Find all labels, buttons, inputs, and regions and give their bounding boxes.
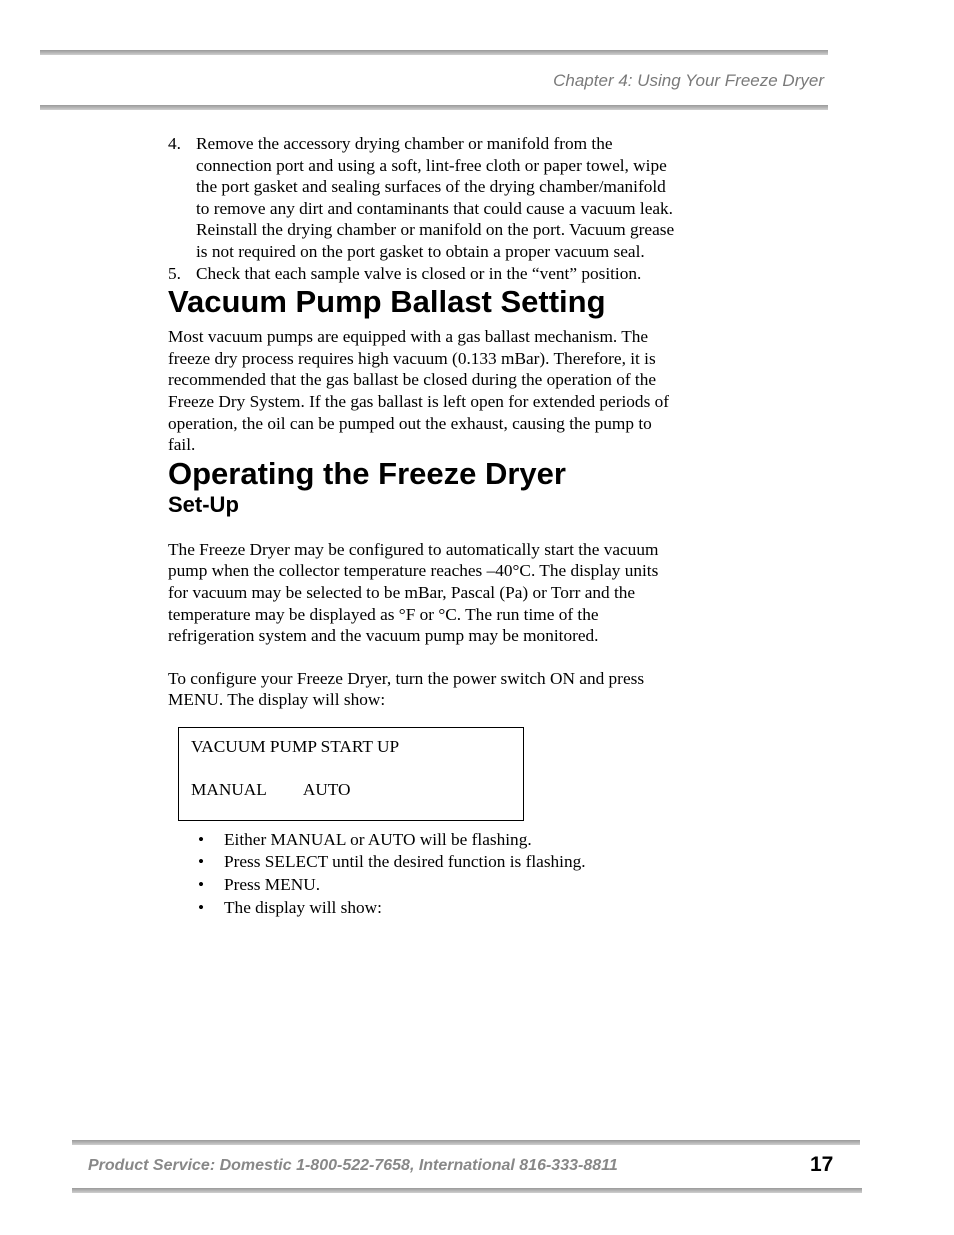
section-title-operating: Operating the Freeze Dryer — [168, 455, 566, 491]
display-option-auto: AUTO — [302, 780, 351, 800]
list-item — [168, 851, 678, 873]
list-item — [168, 897, 678, 919]
chapter-header: Chapter 4: Using Your Freeze Dryer — [553, 71, 824, 90]
setup-paragraph: The Freeze Dryer may be configured to automatically start the vacuum pump when the collector temperature reaches –40°C. The display units for vacuum may be selected to be mBar, Pascal (Pa) or Torr and the temperature may be displayed as °F or °C. The run time of the refrigeration system and the vacuum pump may be monitored. — [168, 539, 659, 646]
subsection-title-setup: Set-Up — [168, 491, 239, 517]
list-item — [168, 263, 678, 285]
bullet-text: Either MANUAL or AUTO will be flashing. — [224, 829, 532, 849]
footer-rule-bottom — [72, 1188, 862, 1193]
configure-paragraph: To configure your Freeze Dryer, turn the power switch ON and press MENU. The display will show: — [168, 668, 645, 710]
list-item — [168, 133, 678, 263]
ballast-paragraph: Most vacuum pumps are equipped with a gas ballast mechanism. The freeze dry process requires high vacuum (0.133 mBar). Therefore, it is recommended that the gas ballast be closed during the operation of the Freeze Dry System. If the gas ballast is left open for extended periods of operation, the oil can be pumped out the exhaust, causing the pump to fail. — [168, 327, 670, 455]
footer-rule-top — [72, 1140, 860, 1145]
bullet-text: Press SELECT until the desired function is flashing. — [224, 852, 586, 872]
display-line-1: VACUUM PUMP START UP — [191, 736, 400, 756]
list-item — [168, 829, 678, 851]
bullet-icon: • — [198, 852, 205, 872]
bullet-icon: • — [198, 875, 205, 895]
display-line-2 — [191, 779, 511, 801]
footer-contact: Product Service: Domestic 1-800-522-7658, International 816-333-8811 — [88, 1157, 618, 1174]
step-number: 5. — [168, 263, 181, 283]
bullet-text: Press MENU. — [224, 875, 321, 895]
page-number: 17 — [810, 1153, 834, 1176]
step-text: Remove the accessory drying chamber or manifold from the connection port and using a soft, lint-free cloth or paper towel, wipe the port gasket and sealing surfaces of the drying chamber/manifold to remove any dirt and contaminants that could cause a vacuum leak. Reinstall the drying chamber or manifold on the port. Vacuum grease is not required on the port gasket to obtain a proper vacuum seal. — [196, 134, 675, 261]
steps-list — [168, 133, 678, 284]
bullet-icon: • — [198, 897, 205, 917]
display-readout-box — [178, 727, 524, 821]
bullet-text: The display will show: — [224, 897, 382, 917]
list-item — [168, 874, 678, 896]
section-title-ballast: Vacuum Pump Ballast Setting — [168, 284, 606, 320]
header-rule-top — [40, 50, 828, 55]
instruction-bullets — [168, 829, 678, 918]
header-rule-bottom — [40, 105, 828, 110]
step-text: Check that each sample valve is closed or in the “vent” position. — [196, 263, 642, 283]
bullet-icon: • — [198, 829, 205, 849]
page-content — [168, 133, 678, 919]
display-option-manual: MANUAL — [191, 780, 267, 800]
step-number: 4. — [168, 134, 181, 153]
